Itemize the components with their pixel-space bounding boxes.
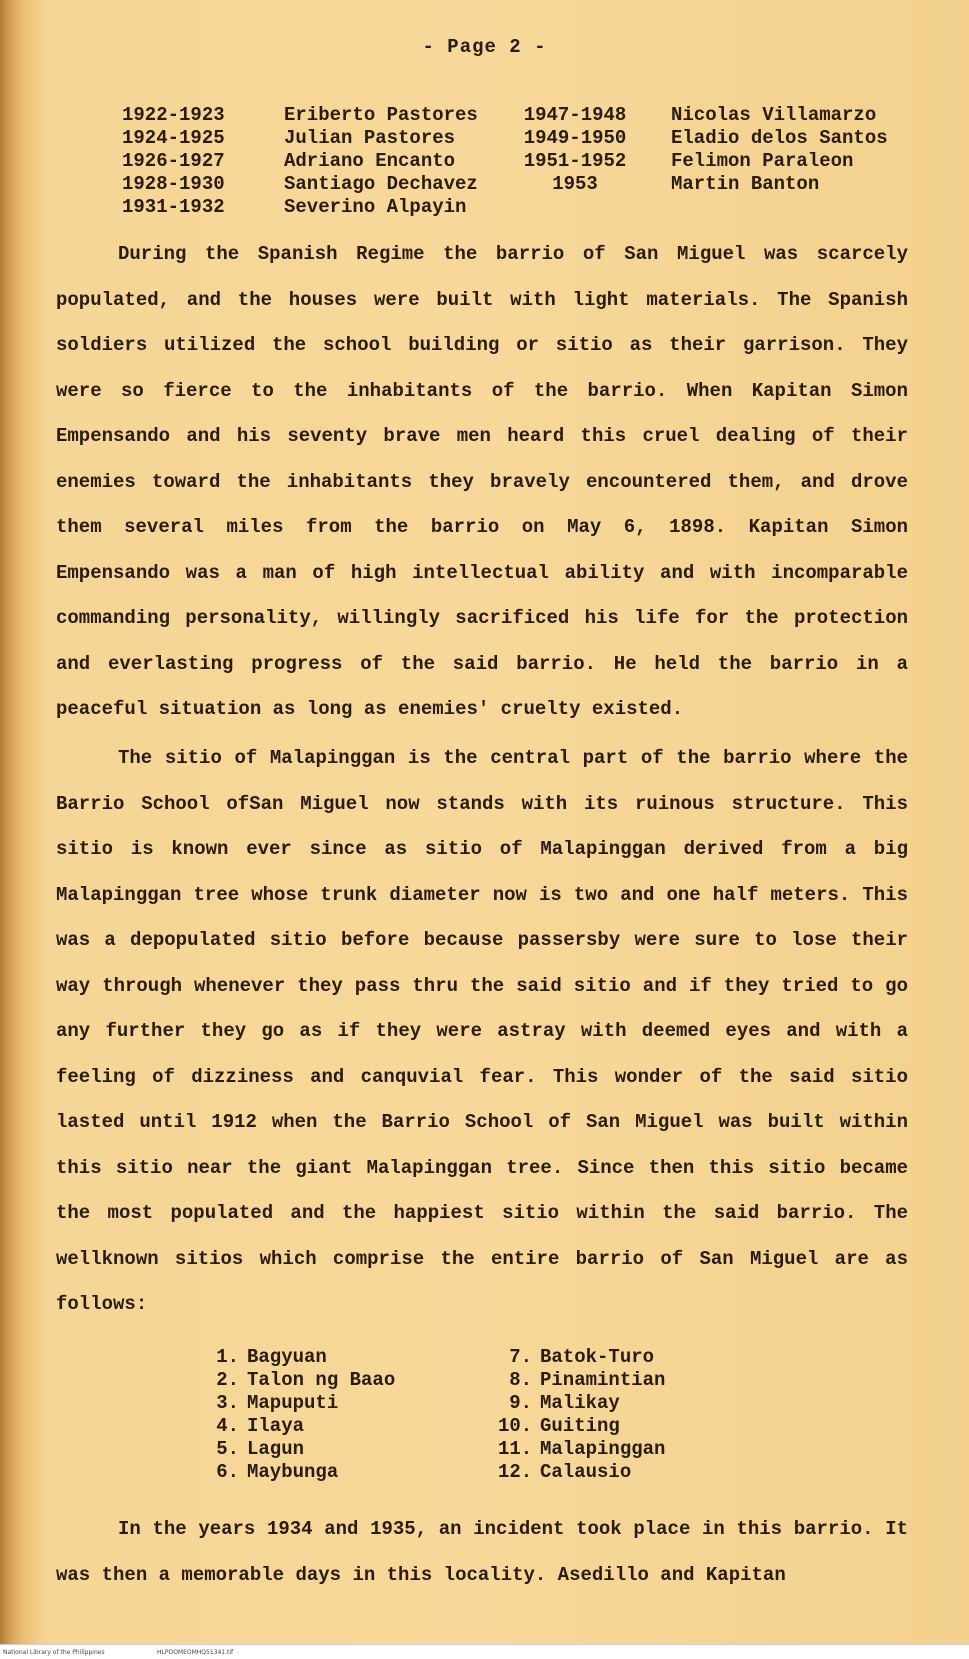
officer-year: 1947-1948	[523, 104, 627, 126]
barrio-officers-list	[0, 104, 969, 224]
sitio-name: Calausio	[540, 1461, 632, 1483]
sitio-item	[205, 1461, 395, 1484]
scan-footer	[0, 1644, 969, 1659]
sitio-name: Maybunga	[247, 1461, 339, 1483]
sitio-number: 5.	[216, 1438, 239, 1460]
sitio-name: Ilaya	[247, 1415, 305, 1437]
paragraph-text: In the years 1934 and 1935, an incident took place in this barrio. It was then a memorable days in this locality. Asedillo and Kapitan	[56, 1518, 908, 1586]
sitio-item	[498, 1438, 665, 1461]
officer-year: 1922-1923	[122, 104, 225, 126]
officer-name: Santiago Dechavez	[284, 173, 478, 195]
sitio-number: 9.	[509, 1392, 532, 1414]
sitio-number: 1.	[216, 1346, 239, 1368]
sitio-item	[498, 1415, 665, 1438]
sitio-name: Malapinggan	[540, 1438, 666, 1460]
sitio-item	[205, 1392, 395, 1415]
sitio-item	[498, 1461, 665, 1484]
officer-year: 1926-1927	[122, 150, 225, 172]
officer-year: 1924-1925	[122, 127, 225, 149]
officer-name: Eriberto Pastores	[284, 104, 478, 126]
officer-year: 1951-1952	[523, 150, 627, 172]
officers-names-left	[284, 104, 478, 219]
sitio-item	[205, 1438, 395, 1461]
officer-name: Severino Alpayin	[284, 196, 467, 218]
officer-year: 1949-1950	[523, 127, 627, 149]
sitio-name: Talon ng Baao	[247, 1369, 396, 1391]
sitios-column-right	[498, 1346, 665, 1484]
sitio-name: Pinamintian	[540, 1369, 666, 1391]
officers-names-right	[671, 104, 888, 196]
sitio-number: 8.	[509, 1369, 532, 1391]
officer-name: Eladio delos Santos	[671, 127, 888, 149]
officer-name: Martin Banton	[671, 173, 820, 195]
officer-year: 1931-1932	[122, 196, 225, 218]
officer-name: Nicolas Villamarzo	[671, 104, 877, 126]
sitio-item	[498, 1392, 665, 1415]
sitio-name: Mapuputi	[247, 1392, 339, 1414]
sitio-name: Bagyuan	[247, 1346, 327, 1368]
sitio-number: 4.	[216, 1415, 239, 1437]
sitio-name: Malikay	[540, 1392, 620, 1414]
paragraph-incident	[56, 1507, 908, 1598]
sitio-item	[498, 1346, 665, 1369]
officers-years-left	[122, 104, 225, 219]
sitio-number: 6.	[216, 1461, 239, 1483]
footer-library: National Library of the Philippines	[3, 1649, 105, 1656]
sitio-name: Batok-Turo	[540, 1346, 655, 1368]
paragraph-spanish-regime	[56, 232, 908, 733]
sitio-item	[498, 1369, 665, 1392]
sitio-number: 2.	[216, 1369, 239, 1391]
paragraph-malapinggan	[56, 736, 908, 1328]
sitio-number: 11.	[498, 1438, 533, 1460]
page-number: - Page 2 -	[422, 36, 547, 58]
officer-name: Felimon Paraleon	[671, 150, 854, 172]
sitios-column-left	[205, 1346, 395, 1484]
officer-year: 1928-1930	[122, 173, 225, 195]
sitio-item	[205, 1369, 395, 1392]
officer-name: Adriano Encanto	[284, 150, 456, 172]
footer-file-id: HLPOOMEOMHQ51341.tif	[157, 1649, 234, 1656]
officer-year: 1953	[552, 173, 598, 195]
sitio-number: 10.	[498, 1415, 533, 1437]
paragraph-text: During the Spanish Regime the barrio of San Miguel was scarcely populated, and the houses were built with light materials. The Spanish soldiers utilized the school building or sitio as their garrison. They were so fierce to the inhabitants of the barrio. When Kapitan Simon Empensando and his seventy brave men heard this cruel dealing of their enemies toward the inhabitants they bravely encountered them, and drove them several miles from the barrio on May 6, 1898. Kapitan Simon Empensando was a man of high intellectual ability and with incomparable commanding personality, willingly sacrificed his life for the protection and everlasting progress of the said barrio. He held the barrio in a peaceful situation as long as enemies' cruelty existed.	[56, 243, 908, 720]
sitio-name: Guiting	[540, 1415, 620, 1437]
sitio-item	[205, 1415, 395, 1438]
sitio-number: 3.	[216, 1392, 239, 1414]
officers-years-right	[522, 104, 628, 196]
sitio-item	[205, 1346, 395, 1369]
officer-name: Julian Pastores	[284, 127, 456, 149]
sitio-number: 12.	[498, 1461, 533, 1483]
paragraph-text: The sitio of Malapinggan is the central part of the barrio where the Barrio School ofSan Miguel now stands with its ruinous structure. This sitio is known ever since as sitio of Malapinggan derived from a big Malapinggan tree whose trunk diameter now is two and one half meters. This was a depopulated sitio before because passersby were sure to lose their way through whenever they pass thru the said sitio and if they tried to go any further they go as if they were astray with deemed eyes and with a feeling of dizziness and canquvial fear. This wonder of the said sitio lasted until 1912 when the Barrio School of San Miguel was built within this sitio near the giant Malapinggan tree. Since then this sitio became the most populated and the happiest sitio within the said barrio. The wellknown sitios which comprise the entire barrio of San Miguel are as follows:	[56, 747, 908, 1315]
sitio-name: Lagun	[247, 1438, 305, 1460]
sitio-number: 7.	[509, 1346, 532, 1368]
